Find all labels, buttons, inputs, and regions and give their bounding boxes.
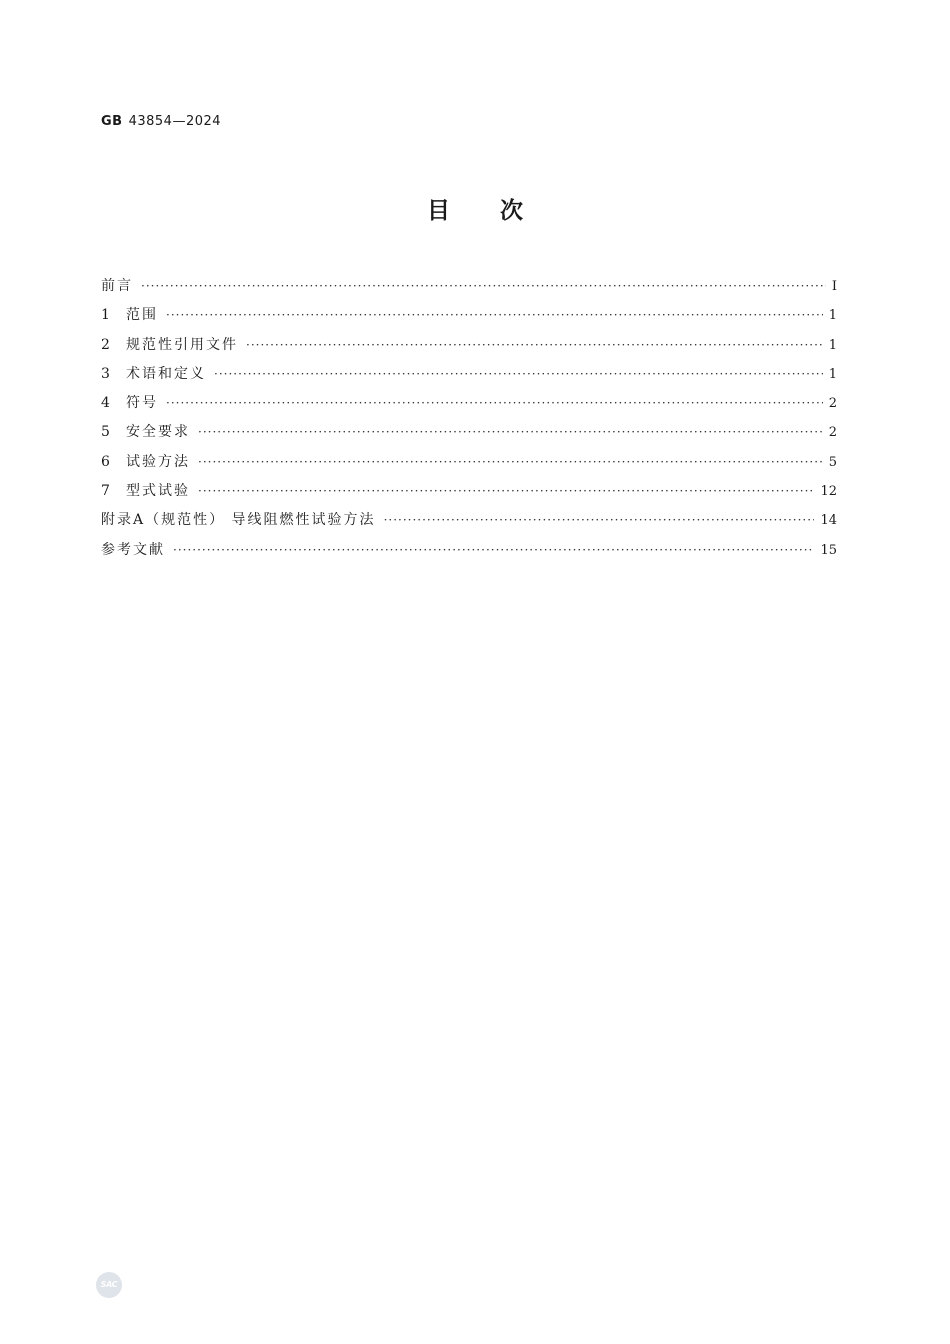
toc-entry-label <box>101 536 165 565</box>
toc-title: 目次 <box>427 198 573 224</box>
toc-entry-page: 14 <box>820 513 837 529</box>
toc-leader-dots <box>198 418 823 447</box>
toc-entry-annex-a[interactable] <box>101 506 837 535</box>
toc-entry-label <box>101 301 158 330</box>
toc-entry-foreword[interactable] <box>101 272 837 301</box>
toc-entry-scope[interactable] <box>101 301 837 330</box>
toc-entry-type-tests[interactable] <box>101 477 837 506</box>
toc-entry-number: 1 <box>101 307 110 324</box>
toc-entry-label <box>101 360 206 389</box>
toc-entry-test-methods[interactable] <box>101 448 837 477</box>
toc-entry-bibliography[interactable] <box>101 536 837 565</box>
toc-leader-dots <box>141 272 826 301</box>
toc-leader-dots <box>166 301 823 330</box>
toc-entry-number: 5 <box>101 424 110 441</box>
toc-entry-page: 15 <box>820 542 837 558</box>
toc-entry-label <box>101 506 376 535</box>
toc-entry-number: 6 <box>101 453 110 470</box>
toc-entry-normative-references[interactable] <box>101 331 837 360</box>
table-of-contents <box>101 272 837 565</box>
toc-entry-title: 范围 <box>126 307 158 324</box>
sac-logo-icon: SAC <box>96 1272 122 1298</box>
toc-entry-title: 术语和定义 <box>126 365 206 382</box>
toc-entry-label <box>101 418 190 447</box>
toc-entry-page: 2 <box>828 425 837 441</box>
document-code <box>101 114 221 129</box>
toc-entry-page: 12 <box>820 484 837 500</box>
toc-entry-title: 型式试验 <box>126 483 190 500</box>
toc-entry-page: 2 <box>828 396 837 412</box>
toc-entry-terms-definitions[interactable] <box>101 360 837 389</box>
toc-entry-title: 参考文献 <box>101 541 165 558</box>
toc-entry-label <box>101 448 190 477</box>
toc-leader-dots <box>198 448 823 477</box>
toc-leader-dots <box>173 536 814 565</box>
toc-entry-page: 1 <box>828 337 837 353</box>
toc-entry-label <box>101 477 190 506</box>
toc-leader-dots <box>198 477 814 506</box>
toc-entry-title: 符号 <box>126 395 158 412</box>
toc-entry-number: 3 <box>101 365 110 382</box>
toc-entry-title: 规范性引用文件 <box>126 336 238 353</box>
toc-leader-dots <box>214 360 823 389</box>
toc-entry-title: 安全要求 <box>126 424 190 441</box>
toc-leader-dots <box>384 506 815 535</box>
toc-entry-title: 附录A（规范性） 导线阻燃性试验方法 <box>101 512 376 529</box>
toc-entry-number: 4 <box>101 395 110 412</box>
toc-entry-page: Ⅰ <box>831 279 837 294</box>
toc-entry-label <box>101 331 238 360</box>
toc-leader-dots <box>246 331 823 360</box>
toc-entry-safety-requirements[interactable] <box>101 418 837 447</box>
toc-entry-label <box>101 389 158 418</box>
toc-entry-page: 1 <box>828 308 837 324</box>
toc-entry-symbols[interactable] <box>101 389 837 418</box>
toc-entry-number: 7 <box>101 483 110 500</box>
toc-entry-page: 1 <box>828 366 837 382</box>
toc-entry-label <box>101 272 133 301</box>
toc-entry-page: 5 <box>828 454 837 470</box>
toc-entry-title: 试验方法 <box>126 453 190 470</box>
standard-prefix: GB <box>101 114 123 129</box>
toc-leader-dots <box>166 389 823 418</box>
toc-entry-number: 2 <box>101 336 110 353</box>
toc-entry-title: 前言 <box>101 278 133 294</box>
standard-number: 43854—2024 <box>128 114 222 129</box>
